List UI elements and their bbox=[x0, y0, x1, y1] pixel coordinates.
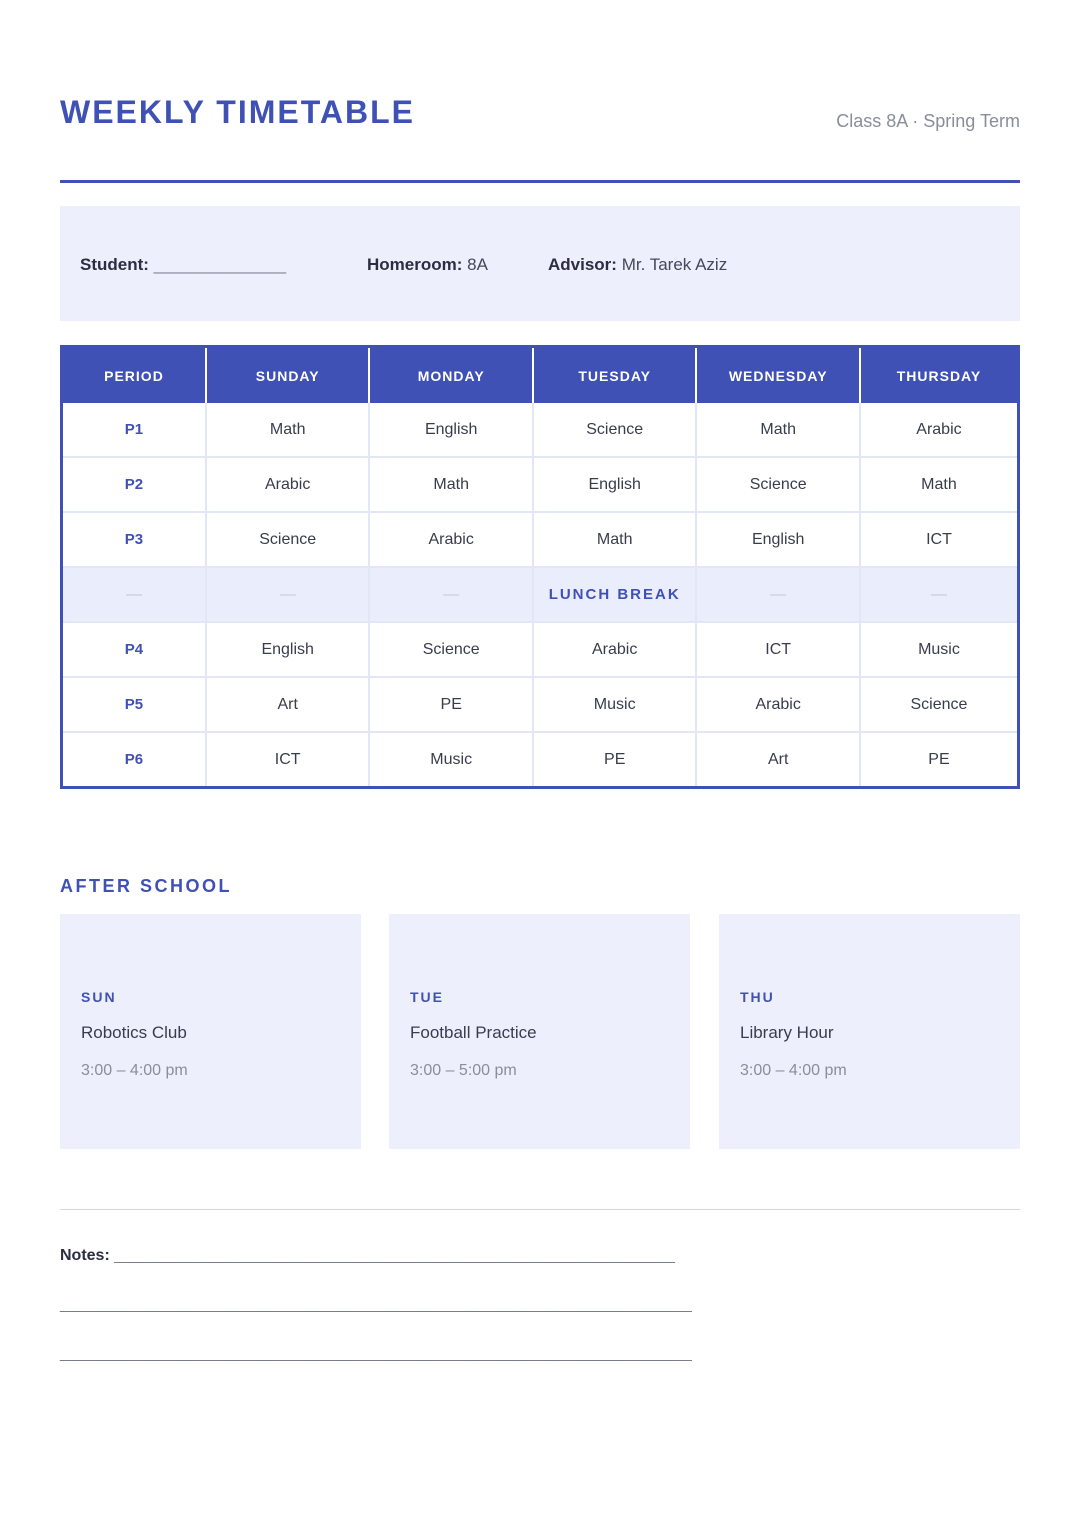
homeroom-label: Homeroom: bbox=[367, 255, 463, 274]
lunch-dash-cell: — bbox=[860, 567, 1019, 622]
table-row bbox=[62, 403, 1019, 457]
subject-cell: Art bbox=[696, 732, 860, 788]
lunch-dash-cell: — bbox=[696, 567, 860, 622]
subject-cell: Music bbox=[860, 622, 1019, 677]
notes-blank-line[interactable]: _______________________________________________________________________ bbox=[60, 1345, 692, 1362]
column-header-wednesday: WEDNESDAY bbox=[696, 347, 860, 404]
subject-cell: Math bbox=[696, 403, 860, 457]
advisor-label: Advisor: bbox=[548, 255, 617, 274]
period-cell: P5 bbox=[62, 677, 206, 732]
subject-cell: Math bbox=[206, 403, 370, 457]
activity-card bbox=[389, 914, 690, 1149]
subject-cell: ICT bbox=[206, 732, 370, 788]
subject-cell: English bbox=[369, 403, 533, 457]
column-header-monday: MONDAY bbox=[369, 347, 533, 404]
table-row bbox=[62, 512, 1019, 567]
subject-cell: PE bbox=[928, 750, 950, 768]
table-row bbox=[62, 457, 1019, 512]
subject-cell: PE bbox=[369, 677, 533, 732]
subject-cell: ICT bbox=[696, 622, 860, 677]
timetable bbox=[60, 345, 1020, 789]
student-field[interactable] bbox=[80, 255, 286, 275]
activity-day: THU bbox=[740, 989, 775, 1005]
notes-divider bbox=[60, 1209, 1020, 1210]
period-cell: P4 bbox=[62, 622, 206, 677]
lunch-dash-cell: — bbox=[369, 567, 533, 622]
activity-time: 3:00 – 5:00 pm bbox=[410, 1062, 517, 1079]
period-cell: P1 bbox=[62, 403, 206, 457]
activity-name: Football Practice bbox=[410, 1023, 537, 1042]
activity-time: 3:00 – 4:00 pm bbox=[740, 1062, 847, 1079]
subject-cell: English bbox=[206, 622, 370, 677]
subject-cell: ICT bbox=[860, 512, 1019, 567]
subject-cell: Art bbox=[206, 677, 370, 732]
advisor-field bbox=[548, 255, 727, 275]
subject-cell: Science bbox=[696, 457, 860, 512]
class-term-label: Class 8A · Spring Term bbox=[836, 111, 1020, 131]
notes-field[interactable] bbox=[60, 1247, 675, 1265]
subject-cell: PE bbox=[533, 732, 697, 788]
notes-label: Notes: bbox=[60, 1247, 110, 1264]
activity-day: SUN bbox=[81, 989, 117, 1005]
subject-cell: Arabic bbox=[696, 677, 860, 732]
activity-card bbox=[719, 914, 1020, 1149]
subject-cell: Science bbox=[533, 403, 697, 457]
timetable-header-row bbox=[62, 347, 1019, 404]
table-row bbox=[62, 732, 1019, 788]
subject-cell: Arabic bbox=[369, 512, 533, 567]
header-divider bbox=[60, 180, 1020, 183]
advisor-value: Mr. Tarek Aziz bbox=[621, 255, 728, 274]
activity-name: Library Hour bbox=[740, 1023, 834, 1042]
activity-time: 3:00 – 4:00 pm bbox=[81, 1062, 188, 1079]
lunch-break-row bbox=[62, 567, 1019, 622]
lunch-break-label: LUNCH BREAK bbox=[533, 567, 697, 622]
page-title: WEEKLY TIMETABLE bbox=[60, 94, 415, 130]
subject-cell: English bbox=[533, 457, 697, 512]
student-info-panel bbox=[60, 206, 1020, 321]
subject-cell: Arabic bbox=[206, 457, 370, 512]
subject-cell: Math bbox=[369, 457, 533, 512]
column-header-sunday: SUNDAY bbox=[206, 347, 370, 404]
notes-blank-line[interactable]: _______________________________________________________________ bbox=[114, 1247, 675, 1264]
subject-cell: Music bbox=[533, 677, 697, 732]
table-row bbox=[62, 677, 1019, 732]
subject-cell: Science bbox=[369, 622, 533, 677]
column-header-period: PERIOD bbox=[62, 347, 206, 404]
period-cell: P6 bbox=[62, 732, 206, 788]
homeroom-field bbox=[367, 255, 488, 275]
student-label: Student: bbox=[80, 255, 149, 274]
activity-name: Robotics Club bbox=[81, 1023, 187, 1042]
column-header-tuesday: TUESDAY bbox=[533, 347, 697, 404]
period-cell: P3 bbox=[62, 512, 206, 567]
activity-day: TUE bbox=[410, 989, 444, 1005]
after-school-heading: AFTER SCHOOL bbox=[60, 876, 232, 896]
subject-cell: Arabic bbox=[860, 403, 1019, 457]
table-row bbox=[62, 622, 1019, 677]
homeroom-value: 8A bbox=[467, 255, 488, 274]
lunch-dash-cell: — bbox=[206, 567, 370, 622]
subject-cell: English bbox=[696, 512, 860, 567]
lunch-dash-cell: — bbox=[62, 567, 206, 622]
period-cell: P2 bbox=[62, 457, 206, 512]
subject-cell: Science bbox=[860, 677, 1019, 732]
activity-card bbox=[60, 914, 361, 1149]
student-blank[interactable]: ______________ bbox=[153, 255, 287, 274]
notes-blank-line[interactable]: _______________________________________________________________________ bbox=[60, 1296, 692, 1313]
subject-cell: Science bbox=[206, 512, 370, 567]
subject-cell: Math bbox=[533, 512, 697, 567]
column-header-thursday: THURSDAY bbox=[860, 347, 1019, 404]
subject-cell: Music bbox=[369, 732, 533, 788]
subject-cell: Math bbox=[860, 457, 1019, 512]
subject-cell: Arabic bbox=[533, 622, 697, 677]
